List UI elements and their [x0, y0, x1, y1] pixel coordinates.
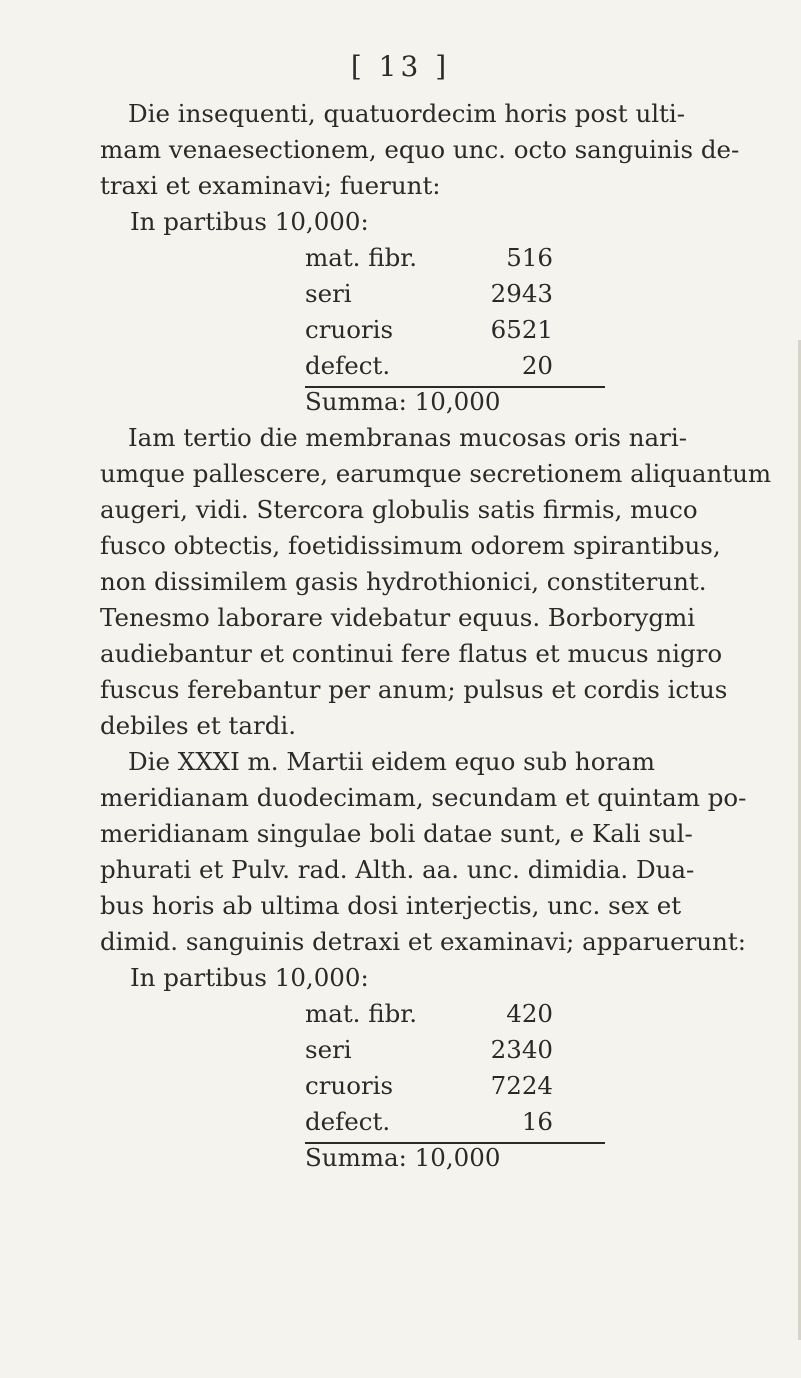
text-line: mam venaesectionem, equo unc. octo sanguinis de-: [100, 135, 740, 164]
text-line: fusco obtectis, foetidissimum odorem spirantibus,: [100, 531, 721, 560]
paragraph-3: [100, 744, 747, 960]
page-number: [ 13 ]: [350, 50, 451, 83]
row-value: 7224: [490, 1071, 553, 1100]
table-row: [305, 1068, 605, 1104]
table-2-sum: Summa: 10,000: [305, 1143, 501, 1172]
paragraph-1: [100, 96, 740, 204]
row-value: 20: [521, 351, 553, 380]
table-1: [305, 240, 605, 384]
table-row: [305, 1032, 605, 1068]
row-label: mat. fibr.: [305, 999, 418, 1028]
text-line: audiebantur et continui fere flatus et mucus nigro: [100, 639, 723, 668]
text-line: dimid. sanguinis detraxi et examinavi; apparuerunt:: [100, 927, 747, 956]
text-line: meridianam singulae boli datae sunt, e Kali sul-: [100, 819, 693, 848]
text-line: phurati et Pulv. rad. Alth. aa. unc. dimidia. Dua-: [100, 855, 695, 884]
row-label: defect.: [305, 351, 391, 380]
table-1-sum: Summa: 10,000: [305, 387, 501, 416]
table-row: [305, 348, 605, 384]
row-value: 2943: [490, 279, 553, 308]
row-value: 420: [506, 999, 553, 1028]
table-1-intro: In partibus 10,000:: [130, 207, 369, 236]
row-value: 16: [521, 1107, 553, 1136]
table-2: [305, 996, 605, 1140]
text-line: bus horis ab ultima dosi interjectis, unc. sex et: [100, 891, 682, 920]
text-line: non dissimilem gasis hydrothionici, constiterunt.: [100, 567, 707, 596]
text-line: umque pallescere, earumque secretionem aliquantum: [100, 459, 772, 488]
row-label: mat. fibr.: [305, 243, 418, 272]
row-value: 516: [506, 243, 553, 272]
paragraph-2: [100, 420, 772, 744]
text-line: Iam tertio die membranas mucosas oris nari-: [128, 423, 687, 452]
row-label: seri: [305, 1035, 352, 1064]
row-value: 2340: [490, 1035, 553, 1064]
row-label: defect.: [305, 1107, 391, 1136]
row-label: seri: [305, 279, 352, 308]
text-line: Tenesmo laborare videbatur equus. Borborygmi: [100, 603, 696, 632]
table-row: [305, 312, 605, 348]
text-line: traxi et examinavi; fuerunt:: [100, 171, 441, 200]
table-2-intro: In partibus 10,000:: [130, 963, 369, 992]
text-line: debiles et tardi.: [100, 711, 296, 740]
table-row: [305, 996, 605, 1032]
text-line: fuscus ferebantur per anum; pulsus et cordis ictus: [100, 675, 728, 704]
text-line: Die XXXI m. Martii eidem equo sub horam: [128, 747, 656, 776]
row-label: cruoris: [305, 315, 394, 344]
table-row: [305, 276, 605, 312]
text-line: augeri, vidi. Stercora globulis satis firmis, muco: [100, 495, 698, 524]
row-label: cruoris: [305, 1071, 394, 1100]
table-row: [305, 1104, 605, 1140]
text-line: meridianam duodecimam, secundam et quintam po-: [100, 783, 747, 812]
text-line: Die insequenti, quatuordecim horis post ulti-: [128, 99, 686, 128]
table-row: [305, 240, 605, 276]
row-value: 6521: [490, 315, 553, 344]
